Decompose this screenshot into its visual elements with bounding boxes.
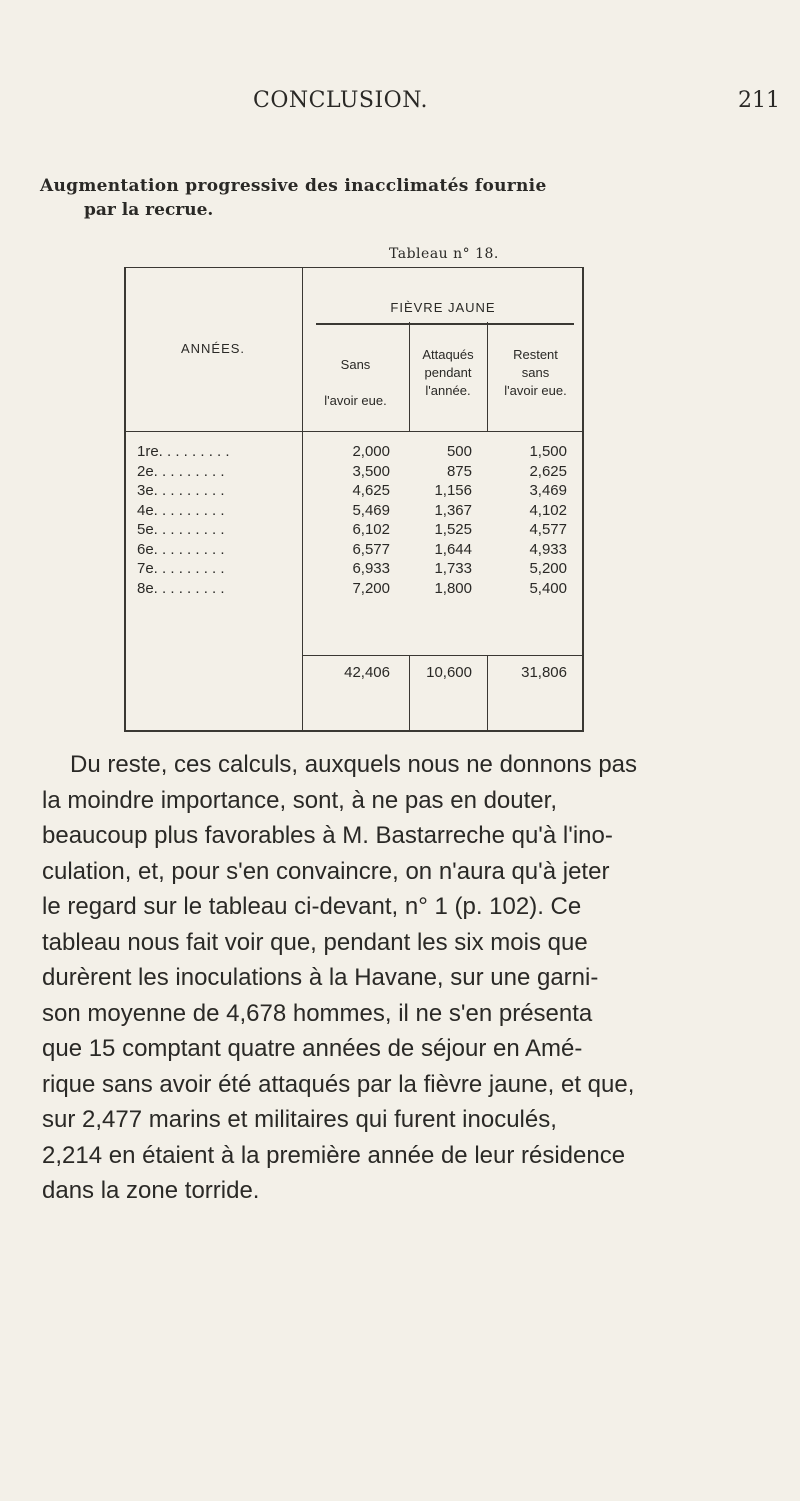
table-caption-line2: par la recrue.: [84, 200, 214, 220]
restent-cell: 3,469: [529, 482, 567, 499]
running-header-title: CONCLUSION.: [253, 88, 429, 113]
attaques-cell: 500: [446, 443, 472, 460]
total-attaques: 10,600: [426, 664, 472, 681]
paragraph-line: le regard sur le tableau ci-devant, n° 1 (p. 102). Ce: [42, 893, 582, 920]
table-reference: Tableau n° 18.: [389, 246, 499, 262]
restent-cell: 4,577: [529, 521, 567, 538]
paragraph-line: beaucoup plus favorables à M. Bastarreche qu'à l'ino-: [42, 822, 613, 849]
restent-cell: 4,933: [529, 540, 567, 558]
column-header-line: pendant: [424, 365, 472, 380]
header-rule: [124, 431, 584, 432]
year-cell: 2e. . . . . . . . .: [137, 462, 225, 480]
attaques-cell: 1,644: [434, 540, 472, 558]
attaques-cell: 1,733: [434, 560, 472, 577]
sans-cell: 6,102: [352, 521, 390, 538]
attaques-cell: 1,156: [434, 482, 472, 499]
table-row: [0, 560, 800, 579]
attaques-cell: 875: [446, 462, 472, 480]
year-cell: 8e. . . . . . . . .: [137, 579, 225, 597]
paragraph-line: Du reste, ces calculs, auxquels nous ne donnons pas: [70, 751, 638, 778]
paragraph-line: la moindre importance, sont, à ne pas en douter,: [42, 786, 557, 814]
column-header-line: Sans: [340, 357, 371, 372]
year-cell: 7e. . . . . . . . .: [137, 560, 225, 577]
attaques-cell: 1,525: [434, 521, 472, 538]
column-header-line: l'avoir eue.: [324, 393, 387, 408]
table-row: [0, 443, 800, 462]
paragraph-line: que 15 comptant quatre années de séjour en Amé-: [42, 1035, 583, 1062]
sans-cell: 6,933: [352, 560, 390, 577]
paragraph-line: son moyenne de 4,678 hommes, il ne s'en présenta: [42, 999, 593, 1027]
year-cell: 6e. . . . . . . . .: [137, 540, 225, 558]
sans-cell: 6,577: [352, 540, 390, 558]
year-cell: 5e. . . . . . . . .: [137, 521, 225, 538]
paragraph-line: rique sans avoir été attaqués par la fièvre jaune, et que,: [42, 1070, 635, 1098]
year-cell: 1re. . . . . . . . .: [137, 443, 230, 460]
paragraph-line: durèrent les inoculations à la Havane, sur une garni-: [42, 964, 599, 991]
table-row: [0, 502, 800, 521]
restent-cell: 1,500: [529, 443, 567, 460]
column-header-line: Restent: [513, 347, 558, 362]
restent-cell: 5,400: [529, 579, 567, 597]
column-header-line: Attaqués: [422, 347, 474, 362]
column-header-line: l'avoir eue.: [504, 383, 567, 398]
sans-cell: 5,469: [352, 501, 390, 519]
table-row: [0, 482, 800, 501]
table-row: [0, 541, 800, 560]
paragraph-line: tableau nous fait voir que, pendant les six mois que: [42, 928, 588, 956]
group-header: FIÈVRE JAUNE: [390, 300, 496, 315]
table-row: [0, 463, 800, 482]
paragraph-line: dans la zone torride.: [42, 1177, 260, 1204]
column-header-attaques: [409, 346, 487, 400]
totals-rule: [302, 655, 584, 656]
column-header-sans: [302, 356, 409, 410]
column-header-line: sans: [521, 365, 550, 380]
year-cell: 3e. . . . . . . . .: [137, 482, 225, 499]
body-paragraph: [42, 747, 754, 1209]
sans-cell: 7,200: [352, 579, 390, 597]
table-caption-line1: Augmentation progressive des inacclimatés fournie: [40, 176, 547, 196]
table-divider: [487, 655, 488, 730]
year-cell: 4e. . . . . . . . .: [137, 501, 225, 519]
column-header-years: ANNÉES.: [180, 341, 246, 356]
group-underline: [316, 323, 574, 325]
sans-cell: 4,625: [352, 482, 390, 499]
column-header-restent: [487, 346, 584, 400]
column-header-line: l'année.: [425, 383, 471, 398]
restent-cell: 4,102: [529, 501, 567, 519]
total-restent: 31,806: [521, 664, 567, 681]
paragraph-line: 2,214 en étaient à la première année de leur résidence: [42, 1141, 626, 1169]
sans-cell: 3,500: [352, 462, 390, 480]
page-number: 211: [738, 88, 780, 113]
restent-cell: 5,200: [529, 560, 567, 577]
table-row: [0, 521, 800, 540]
attaques-cell: 1,367: [434, 501, 472, 519]
restent-cell: 2,625: [529, 462, 567, 480]
attaques-cell: 1,800: [434, 579, 472, 597]
paragraph-line: culation, et, pour s'en convaincre, on n'aura qu'à jeter: [42, 857, 610, 885]
total-sans: 42,406: [344, 664, 390, 681]
sans-cell: 2,000: [352, 443, 390, 460]
paragraph-line: sur 2,477 marins et militaires qui furent inoculés,: [42, 1106, 557, 1133]
table-row: [0, 580, 800, 599]
